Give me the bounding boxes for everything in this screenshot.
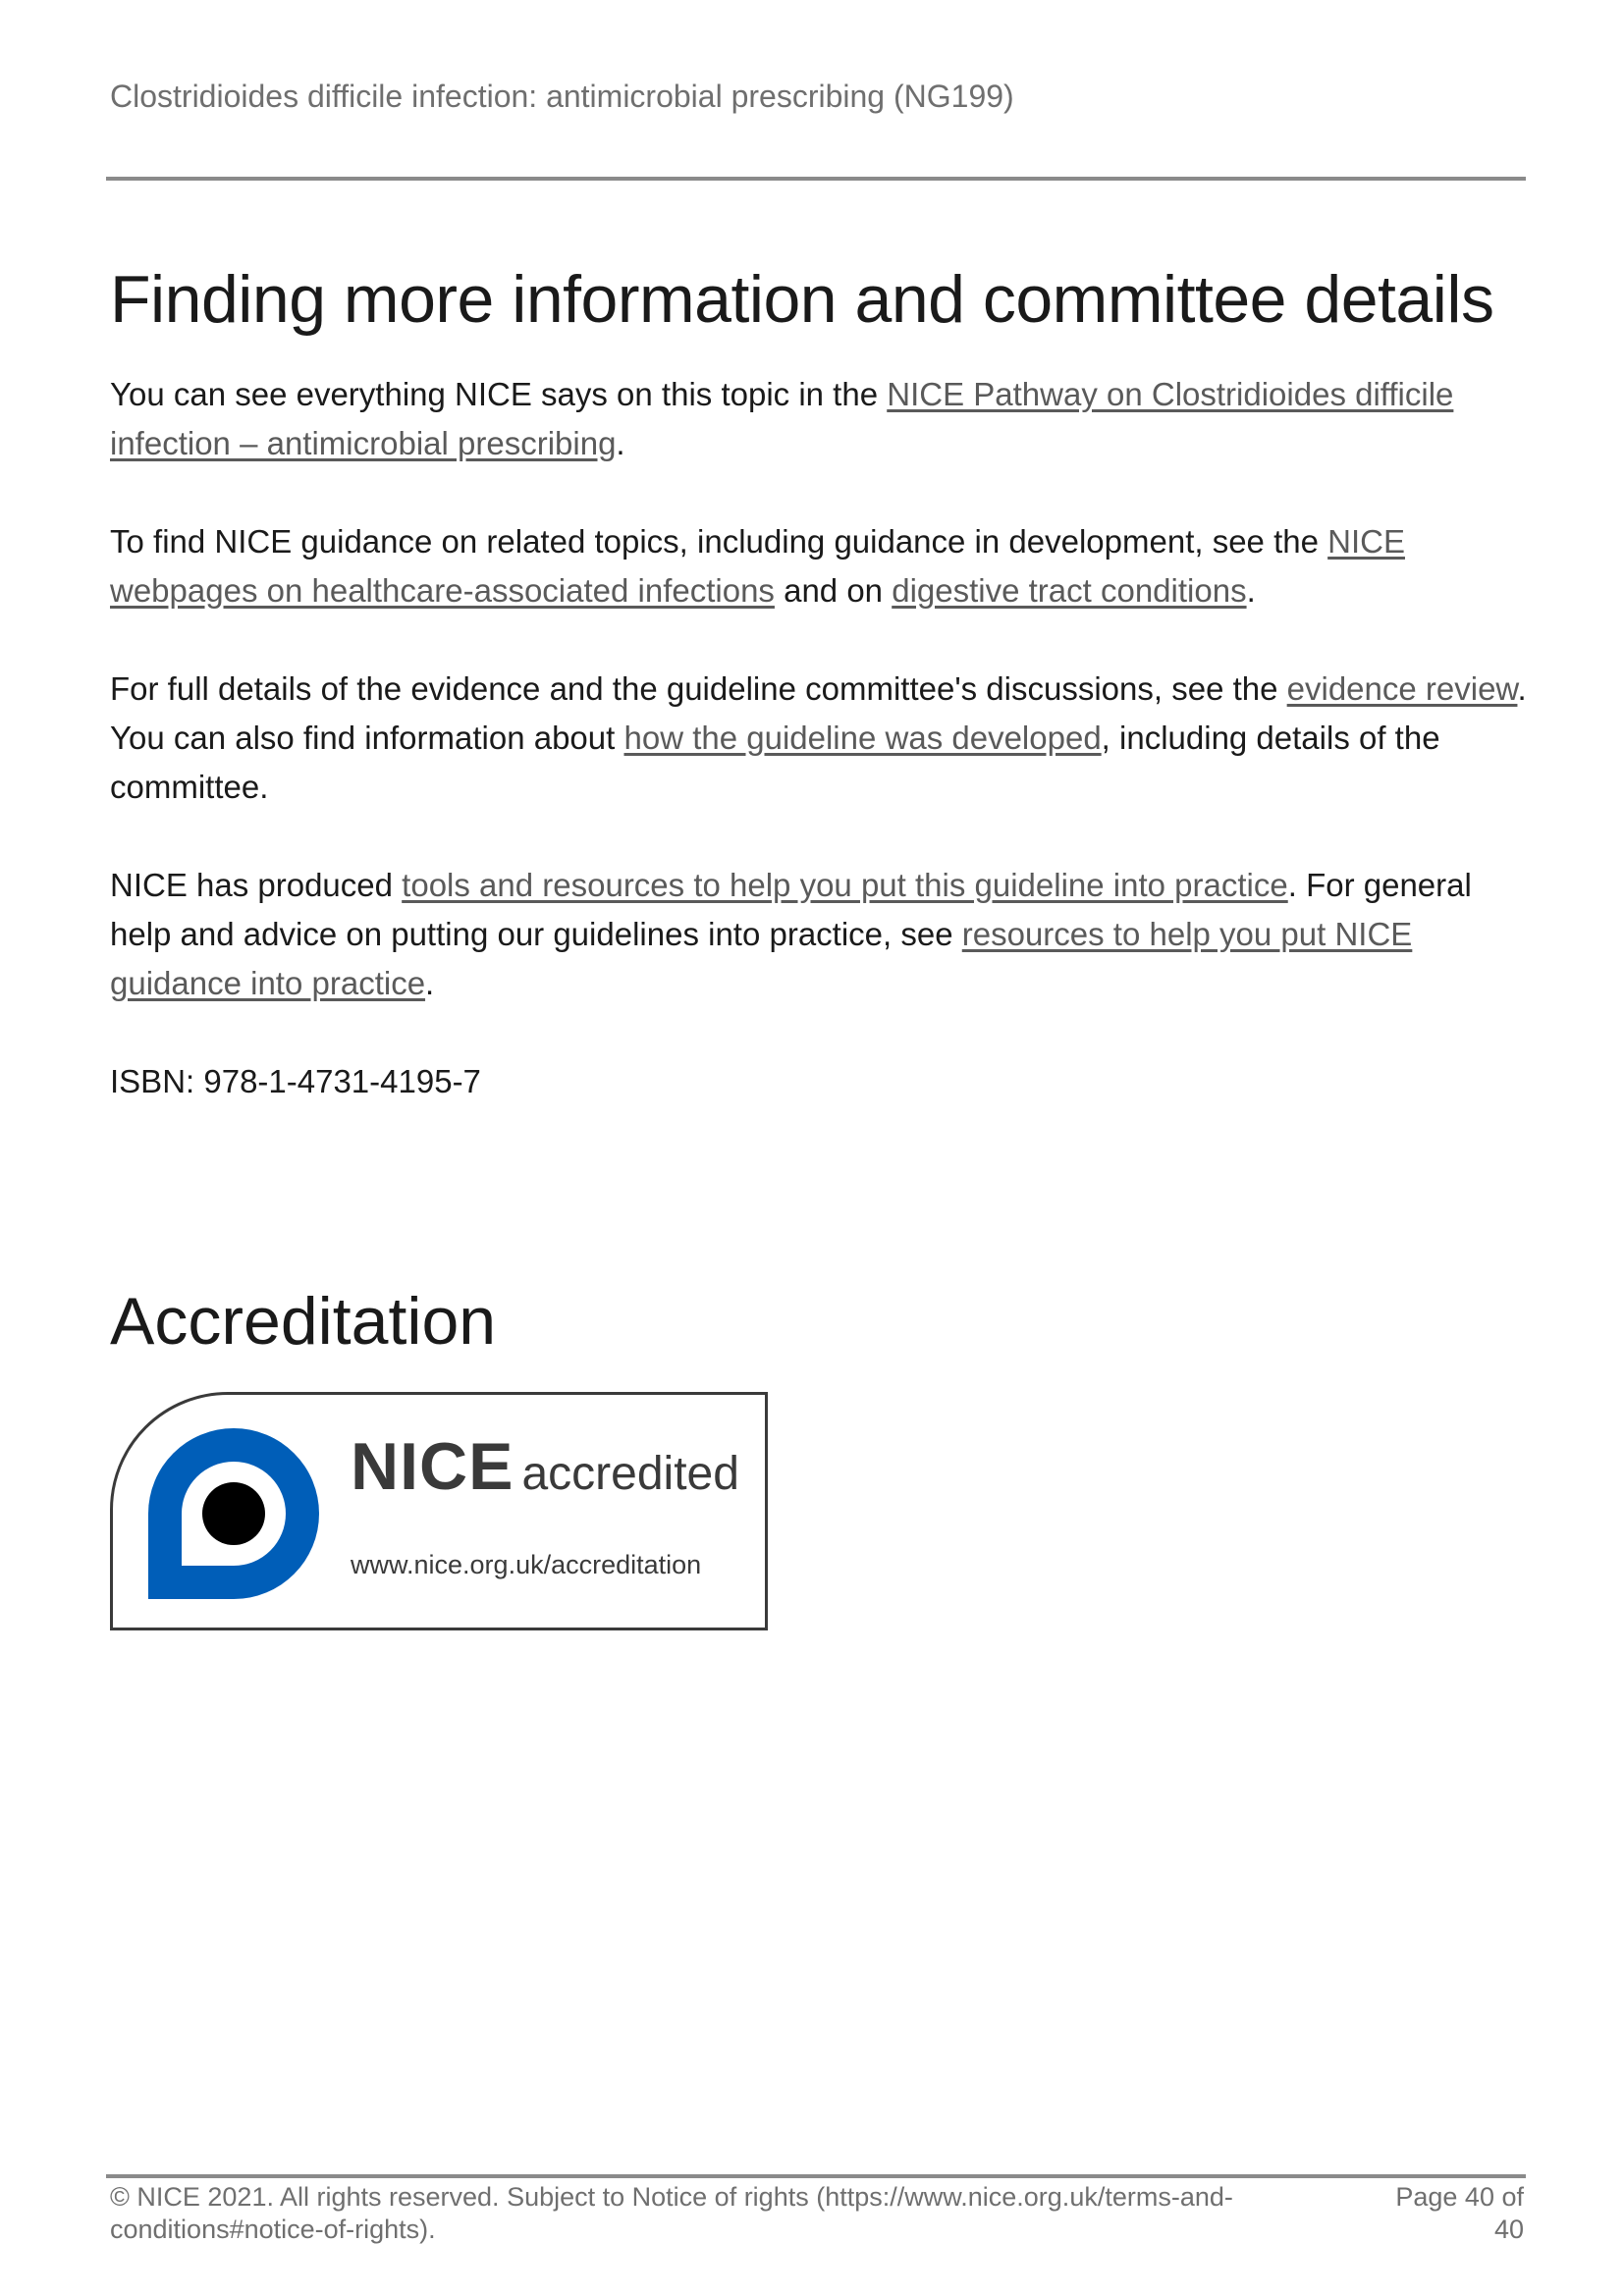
section-heading-more-info: Finding more information and committee details — [110, 262, 1494, 337]
badge-brand: NICE — [351, 1428, 514, 1504]
main-content — [110, 263, 1534, 1630]
text-span: . — [1246, 571, 1256, 609]
section-heading-accreditation: Accreditation — [110, 1283, 497, 1359]
link-healthcare-associated-infections[interactable]: NICE webpages on healthcare-associated infections — [110, 522, 1405, 609]
isbn: ISBN: 978-1-4731-4195-7 — [110, 1062, 481, 1099]
running-header: Clostridioides difficile infection: antimicrobial prescribing (NG199) — [110, 79, 1014, 114]
text-span: , including details of the committee. — [110, 719, 1440, 805]
text-span: . For general help and advice on putting our guidelines into practice, see — [110, 866, 1472, 952]
footer-copyright: © NICE 2021. All rights reserved. Subject to Notice of rights (https://www.nice.org.uk/terms-and-conditions#notice-of-rights). — [110, 2182, 1233, 2244]
link-how-guideline-developed[interactable]: how the guideline was developed — [623, 719, 1102, 756]
badge-title — [351, 1428, 739, 1505]
paragraph-related-topics — [110, 517, 1534, 615]
accreditation-badge — [110, 1392, 768, 1630]
text-span: For full details of the evidence and the guideline committee's discussions, see the — [110, 669, 1287, 707]
link-digestive-tract-conditions[interactable]: digestive tract conditions — [892, 571, 1247, 609]
page-number: Page 40 of 40 — [1395, 2182, 1524, 2244]
text-span: . — [425, 964, 435, 1001]
link-tools-and-resources[interactable]: tools and resources to help you put this guideline into practice — [402, 866, 1288, 903]
paragraph-tools-resources — [110, 861, 1534, 1008]
link-evidence-review[interactable]: evidence review — [1286, 669, 1518, 707]
text-span: . — [616, 424, 625, 461]
badge-url: www.nice.org.uk/accreditation — [351, 1549, 702, 1579]
footer-divider — [106, 2174, 1526, 2178]
link-nice-pathway[interactable]: NICE Pathway on Clostridioides difficile infection – antimicrobial prescribing — [110, 375, 1454, 461]
badge-word: accredited — [521, 1447, 739, 1500]
paragraph-evidence — [110, 665, 1534, 812]
text-span: and on — [774, 571, 893, 609]
nice-accreditation-mark-icon — [138, 1418, 329, 1609]
link-resources-nice-guidance[interactable]: resources to help you put NICE guidance into practice — [110, 915, 1413, 1001]
header-divider — [106, 177, 1526, 181]
text-span: . You can also find information about — [110, 669, 1527, 756]
text-span: To find NICE guidance on related topics, including guidance in development, see the — [110, 522, 1328, 560]
text-span: NICE has produced — [110, 866, 403, 903]
text-span: You can see everything NICE says on this topic in the — [110, 375, 888, 412]
paragraph-nice-pathway — [110, 370, 1534, 468]
